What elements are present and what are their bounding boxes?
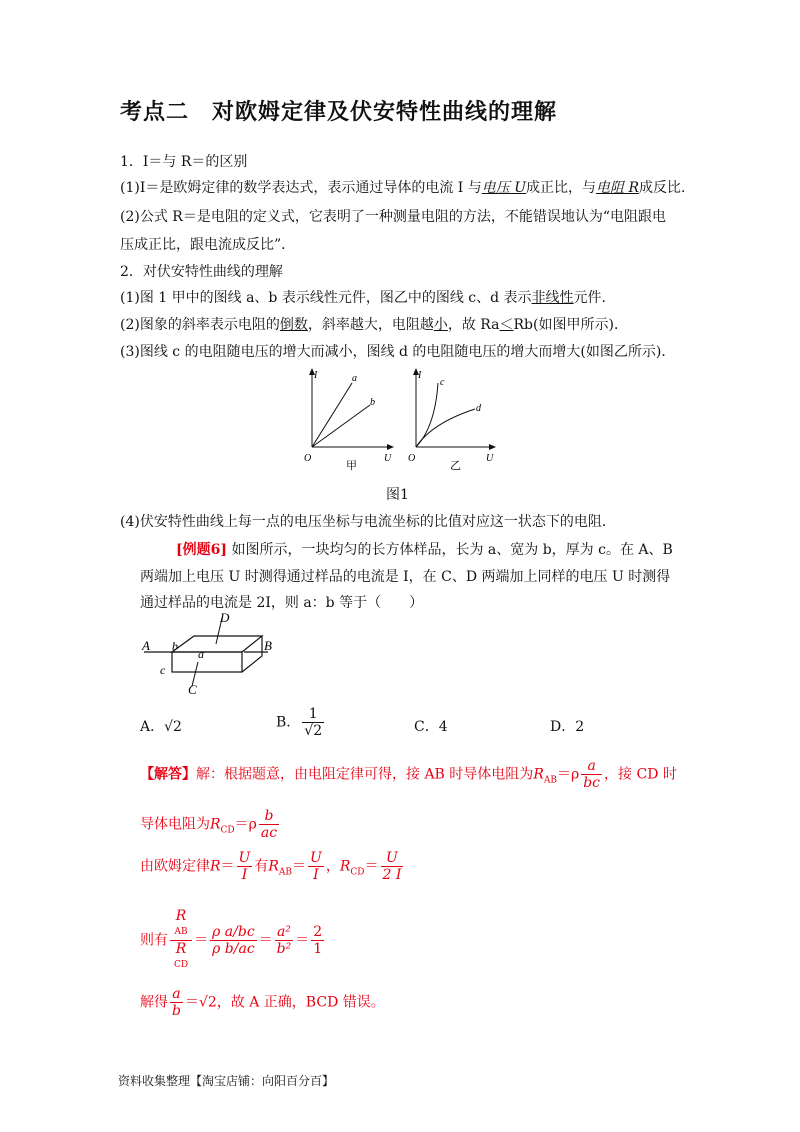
example-tag: [例题6] <box>176 542 227 558</box>
answer-line4: 则有 R AB R CD ＝ $\frac{\text{ρ a/bc}}{\text{ρ b/ac}}$ ＝ $\frac{\text{a²}}{\text{b²}}$ ＝ $\frac{2}{1}$ <box>140 908 323 970</box>
example-line2: 两端加上电压 U 时测得通过样品的电流是 I，在 C、D 两端加上同样的电压 U 时测得 <box>140 569 671 585</box>
svg-text:B: B <box>264 638 272 653</box>
svg-text:C: C <box>188 682 197 697</box>
label-a: a <box>352 373 357 384</box>
block-figure <box>136 612 286 702</box>
left-caption: 甲 <box>346 460 357 472</box>
section2-p3: (3)图线 c 的电阻随电压的增大而减小，图线 d 的电阻随电压的增大而增大(如图乙所示)． <box>120 344 676 360</box>
left-i-label: I <box>314 370 318 381</box>
svg-text:c: c <box>160 663 166 677</box>
section1-p2b: 压成正比，跟电流成反比”． <box>120 237 296 253</box>
section1-p2a: (2)公式 R＝是电阻的定义式，它表明了一种测量电阻的方法，不能错误地认为“电阻跟电 <box>120 209 666 225</box>
svg-text:a: a <box>198 647 204 661</box>
option-b: B． $\frac{1}{√2}$ <box>276 706 323 739</box>
left-u-label: U <box>384 453 392 464</box>
curve-b <box>312 405 370 447</box>
section2-p4: (4)伏安特性曲线上每一点的电压坐标与电流坐标的比值对应这一状态下的电阻． <box>120 514 616 530</box>
svg-text:A: A <box>142 638 150 653</box>
option-a: A．√2 <box>140 719 182 735</box>
label-d: d <box>476 403 481 414</box>
example-line3: 通过样品的电流是 2I，则 a：b 等于（ ） <box>140 595 424 611</box>
right-i-label: I <box>418 370 422 381</box>
section1-p1: (1)I＝是欧姆定律的数学表达式，表示通过导体的电流 I 与电压 U成正比，与电阻 R成反比． <box>120 180 696 196</box>
page-title: 考点二 对欧姆定律及伏安特性曲线的理解 <box>120 100 558 125</box>
label-c: c <box>440 377 445 388</box>
option-c: C．4 <box>414 719 448 735</box>
answer-line5: 解得 $\frac{a}{b}$ ＝√2，故 A 正确，BCD 错误。 <box>140 986 385 1019</box>
svg-text:D: D <box>220 612 230 625</box>
label-b: b <box>370 397 375 408</box>
figure1-graphs <box>300 365 510 475</box>
right-caption: 乙 <box>450 460 461 472</box>
left-origin: O <box>304 453 312 464</box>
right-u-label: U <box>486 453 494 464</box>
curve-d <box>416 409 475 447</box>
section2-p2: (2)图象的斜率表示电阻的倒数，斜率越大，电阻越小，故 Ra＜Rb(如图甲所示)． <box>120 317 628 333</box>
svg-text:b: b <box>172 639 178 653</box>
right-origin: O <box>408 453 416 464</box>
section2-p1: (1)图 1 甲中的图线 a、b 表示线性元件，图乙中的图线 c、d 表示非线性元件． <box>120 290 616 306</box>
option-d: D．2 <box>550 719 585 735</box>
answer-line2: 导体电阻为$R_{CD}=\rho$ $\frac{b}{ac}$ <box>140 808 278 841</box>
section2-heading: 2．对伏安特性曲线的理解 <box>120 264 283 280</box>
figure1-caption: 图1 <box>386 487 409 503</box>
answer-line1: 【解答】解：根据题意，由电阻定律可得，接 AB 时导体电阻为$R_{AB}=\rho$ $\frac{a}{bc}$ ，接 CD 时 <box>140 758 677 791</box>
footer-text: 资料收集整理【淘宝店铺：向阳百分百】 <box>118 1074 335 1088</box>
example-line1: [例题6] 如图所示，一块均匀的长方体样品，长为 a、宽为 b，厚为 c。在 A、B <box>176 542 673 558</box>
curve-c <box>416 383 438 447</box>
answer-line3: 由欧姆定律R＝ $\frac{U}{I}$ 有$R_{AB}=$ $\frac{U}{I}$ ，$R_{CD}=$ $\frac{U}{2 I}$ <box>140 850 402 883</box>
curve-a <box>312 383 352 447</box>
section1-heading: 1．I＝与 R＝的区别 <box>120 154 248 170</box>
